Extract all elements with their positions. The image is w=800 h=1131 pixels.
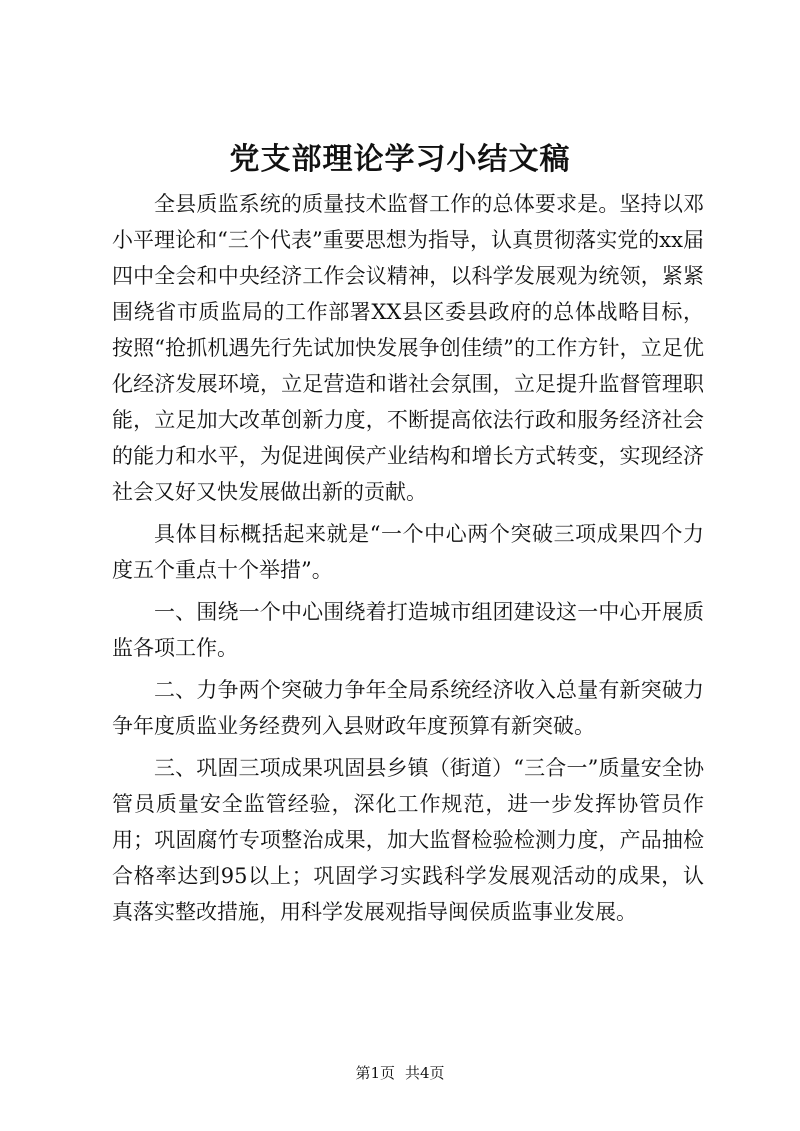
paragraph-overall-requirements: 全县质监系统的质量技术监督工作的总体要求是。坚持以邓小平理论和“三个代表”重要思想为指导，认真贯彻落实党的xx届四中全会和中央经济工作会议精神，以科学发展观为统领，紧紧围绕省市质监局的工作部署XX县区委县政府的总体战略目标，按照“抢抓机遇先行先试加快发展争创佳绩”的工作方针，立足优化经济发展环境，立足营造和谐社会氛围，立足提升监督管理职能，立足加大改革创新力度，不断提高依法行政和服务经济社会的能力和水平，为促进闽侯产业结构和增长方式转变，实现经济社会又好又快发展做出新的贡献。: [112, 192, 704, 504]
paragraph-three-achievements: 三、巩固三项成果巩固县乡镇（街道）“三合一”质量安全协管员质量安全监管经验，深化工作规范，进一步发挥协管员作用；巩固腐竹专项整治成果，加大监督检验检测力度，产品抽检合格率达到95以上；巩固学习实践科学发展观活动的成果，认真落实整改措施，用科学发展观指导闽侯质监事业发展。: [112, 756, 704, 924]
paragraph-specific-goals: 具体目标概括起来就是“一个中心两个突破三项成果四个力度五个重点十个举措”。: [112, 522, 704, 582]
document-title: 党支部理论学习小结文稿: [229, 142, 571, 177]
page-number: 第1页: [355, 1064, 395, 1082]
paragraph-one-center: 一、围绕一个中心围绕着打造城市组团建设这一中心开展质监各项工作。: [112, 600, 704, 660]
paragraph-two-breakthroughs: 二、力争两个突破力争年全局系统经济收入总量有新突破力争年度质监业务经费列入县财政年度预算有新突破。: [112, 678, 704, 738]
page-total: 共4页: [405, 1064, 445, 1082]
document-body: [112, 186, 704, 930]
page-footer: [0, 1063, 800, 1083]
